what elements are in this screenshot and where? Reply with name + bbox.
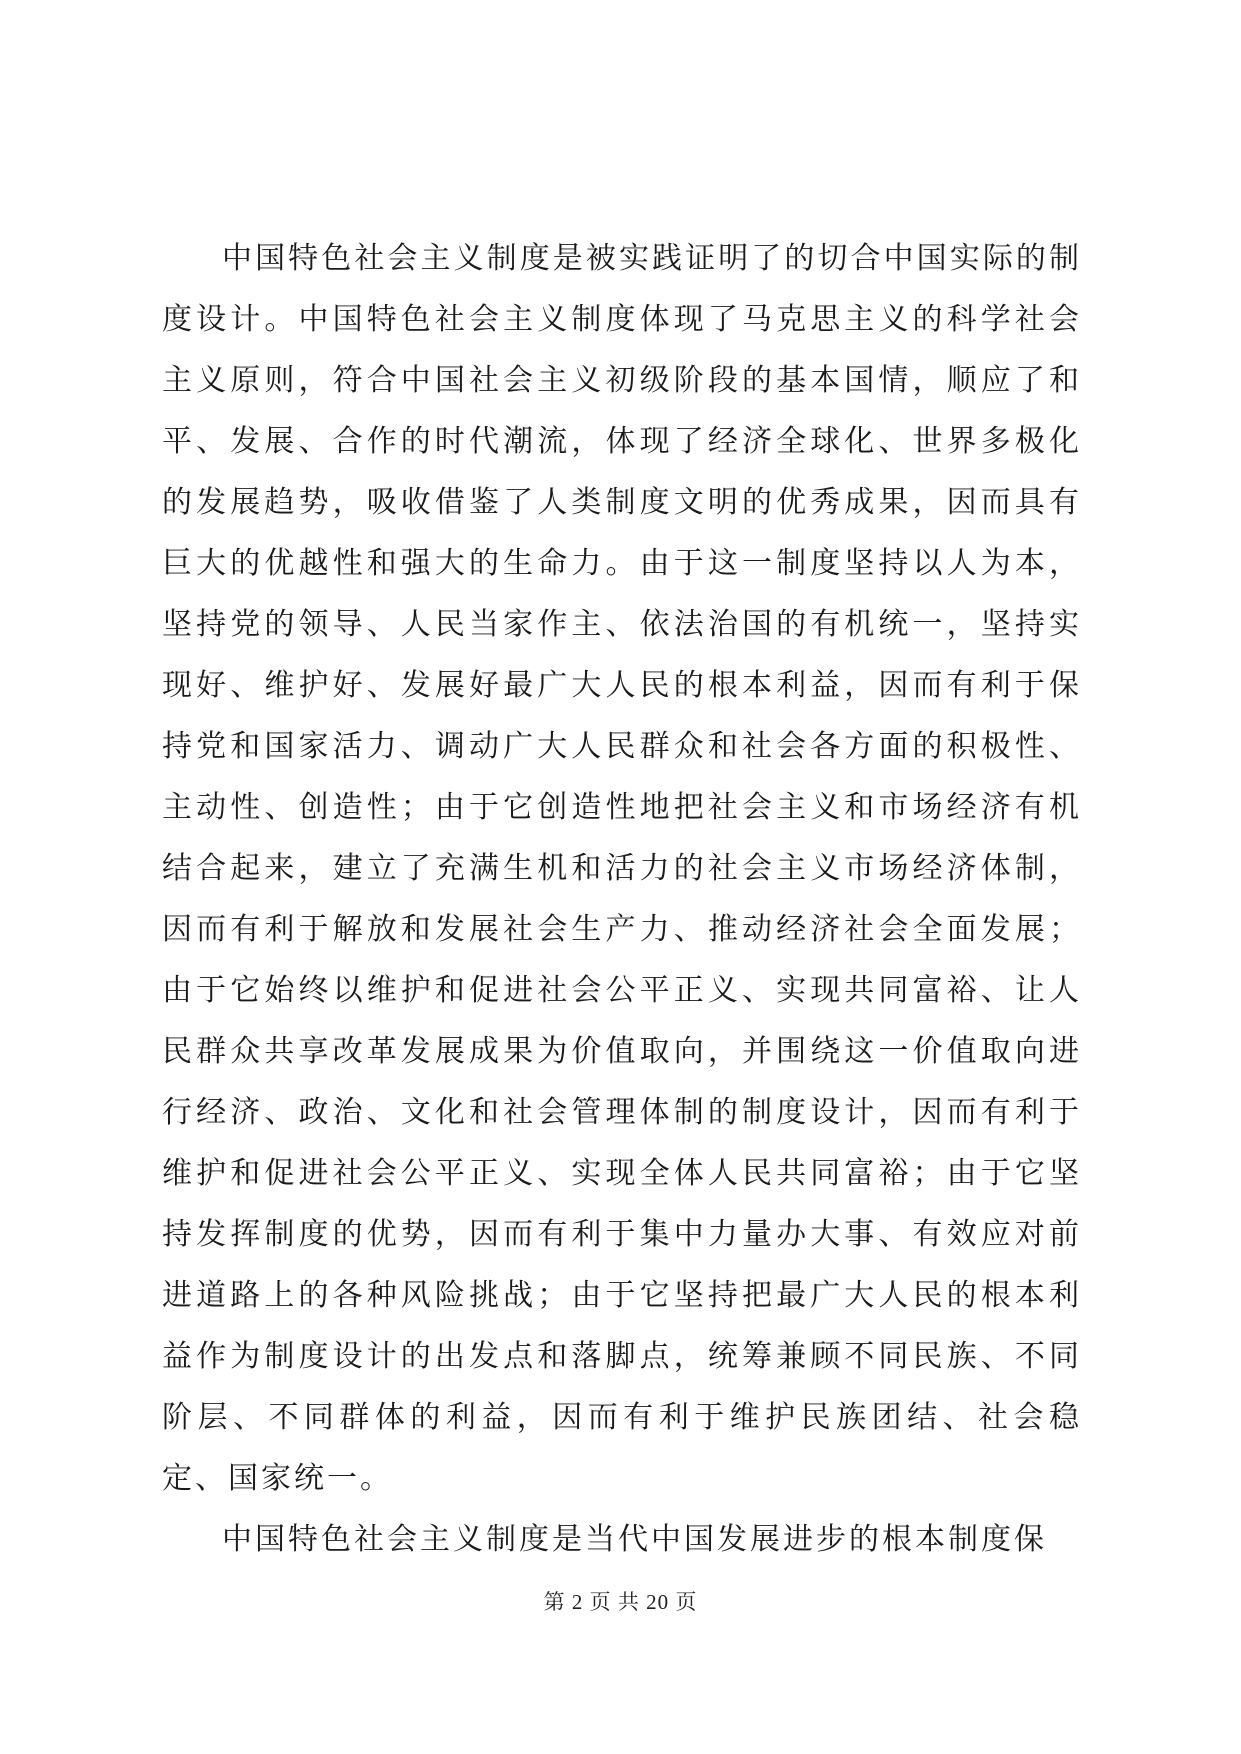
page-number-footer: 第 2 页 共 20 页 <box>543 1590 698 1614</box>
document-body <box>162 228 1082 1570</box>
paragraph-2: 中国特色社会主义制度是当代中国发展进步的根本制度保 <box>222 1522 1047 1557</box>
paragraph-1: 中国特色社会主义制度是被实践证明了的切合中国实际的制度设计。中国特色社会主义制度体现了马克思主义的科学社会主义原则，符合中国社会主义初级阶段的基本国情，顺应了和平、发展、合作的时代潮流，体现了经济全球化、世界多极化的发展趋势，吸收借鉴了人类制度文明的优秀成果，因而具有巨大的优越性和强大的生命力。由于这一制度坚持以人为本，坚持党的领导、人民当家作主、依法治国的有机统一，坚持实现好、维护好、发展好最广大人民的根本利益，因而有利于保持党和国家活力、调动广大人民群众和社会各方面的积极性、主动性、创造性；由于它创造性地把社会主义和市场经济有机结合起来，建立了充满生机和活力的社会主义市场经济体制，因而有利于解放和发展社会生产力、推动经济社会全面发展；由于它始终以维护和促进社会公平正义、实现共同富裕、让人民群众共享改革发展成果为价值取向，并围绕这一价值取向进行经济、政治、文化和社会管理体制的制度设计，因而有利于维护和促进社会公平正义、实现全体人民共同富裕；由于它坚持发挥制度的优势，因而有利于集中力量办大事、有效应对前进道路上的各种风险挑战；由于它坚持把最广大人民的根本利益作为制度设计的出发点和落脚点，统筹兼顾不同民族、不同阶层、不同群体的利益，因而有利于维护民族团结、社会稳定、国家统一。 <box>162 241 1082 1496</box>
